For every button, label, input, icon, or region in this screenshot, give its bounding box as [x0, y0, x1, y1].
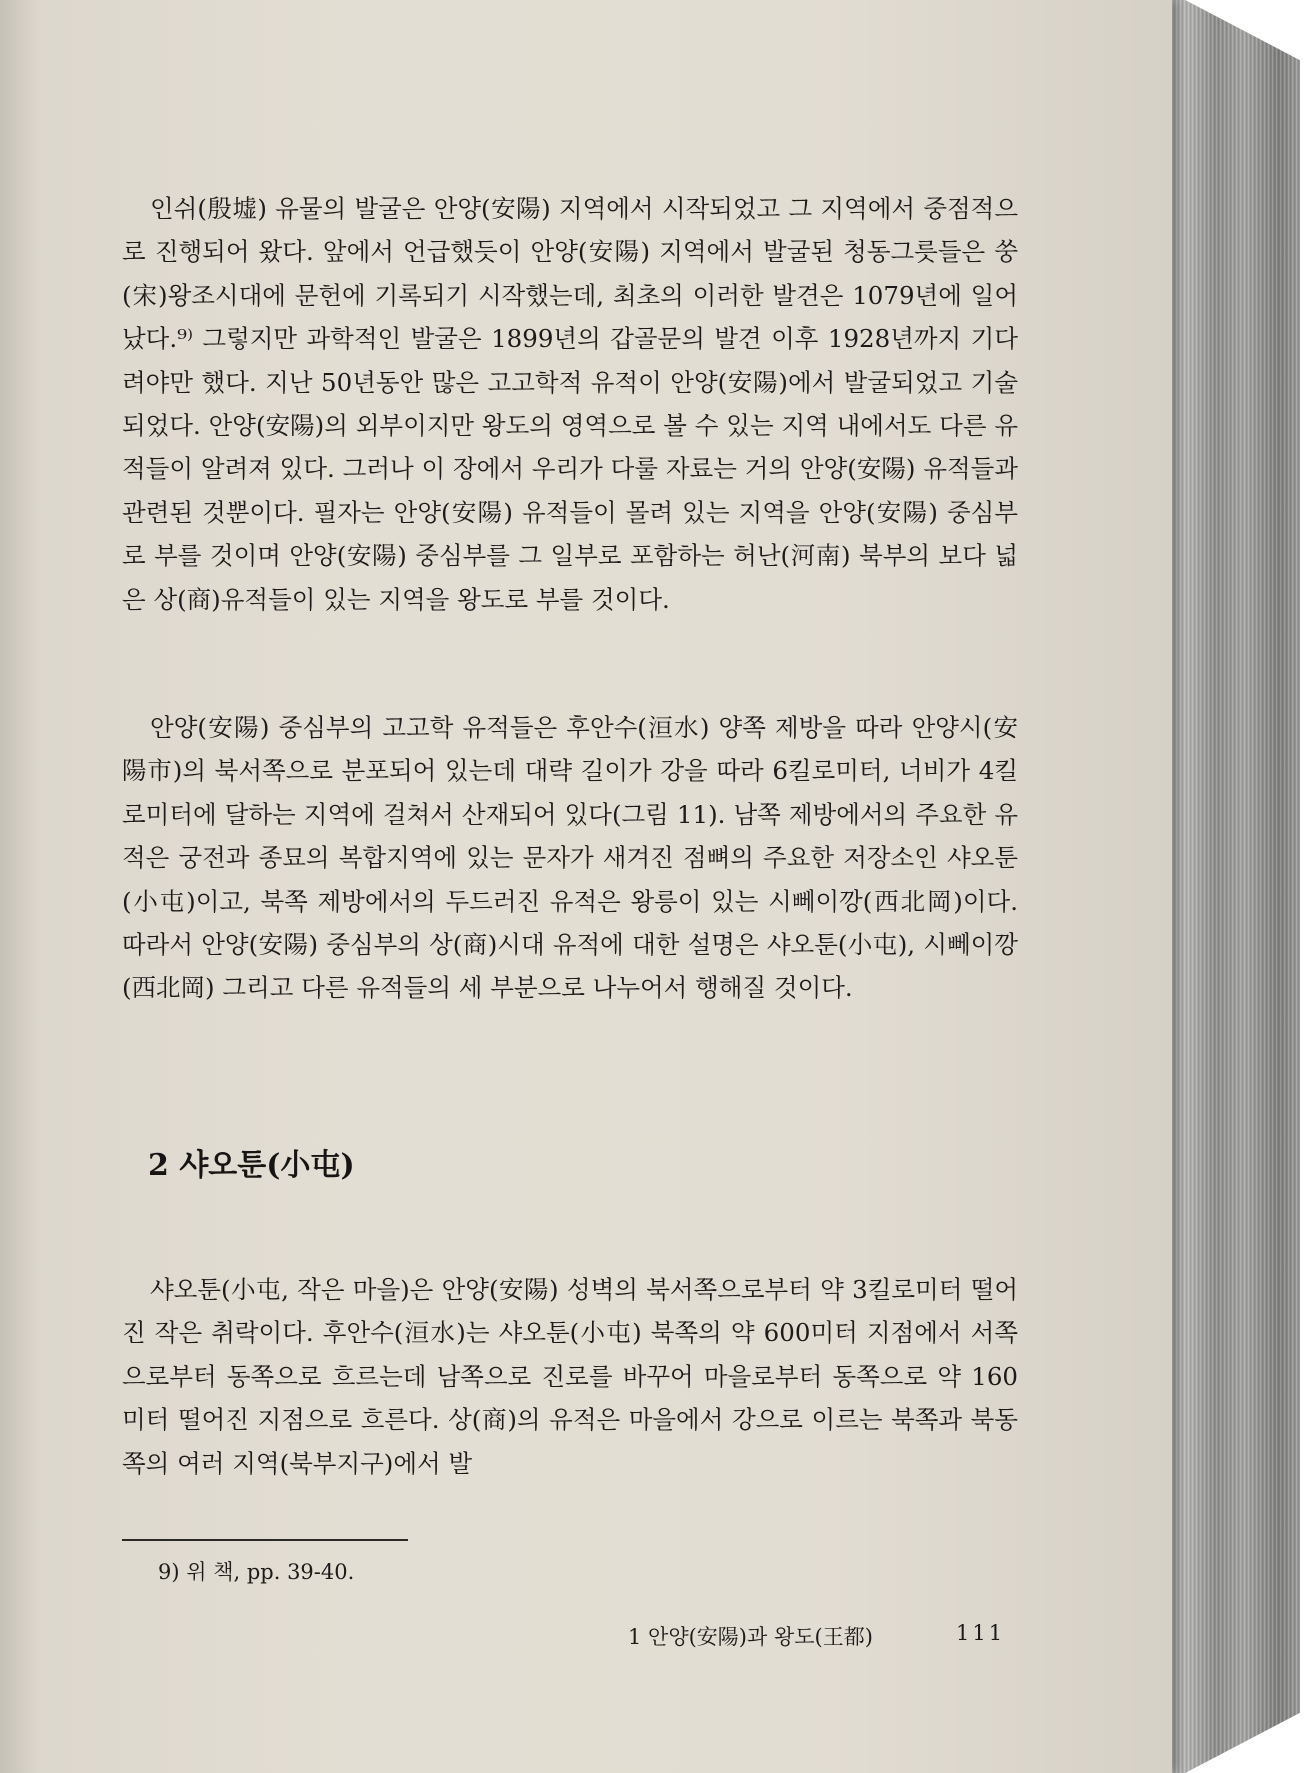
- page-number: 111: [956, 1621, 1006, 1645]
- footnote-divider: [122, 1539, 408, 1541]
- paragraph-text: 안양(安陽) 중심부의 고고학 유적들은 후안수(洹水) 양쪽 제방을 따라 안양시(安陽市)의 북서쪽으로 분포되어 있는데 대략 길이가 강을 따라 6킬로미터, 너비가 4킬로미터에 달하는 지역에 걸쳐서 산재되어 있다(그림 11). 남쪽 제방에서의 주요한 유적은 궁전과 종묘의 복합지역에 있는 문자가 새겨진 점뼈의 주요한 저장소인 샤오툰(小屯)이고, 북쪽 제방에서의 두드러진 유적은 왕릉이 있는 시뻬이깡(西北岡)이다. 따라서 안양(安陽) 중심부의 상(商)시대 유적에 대한 설명은 샤오툰(小屯), 시뻬이깡(西北岡) 그리고 다른 유적들의 세 부분으로 나누어서 행해질 것이다.: [122, 713, 1018, 1003]
- body-paragraph-2: [122, 706, 1018, 1010]
- spine-shadow: [0, 0, 40, 1773]
- section-heading: 2 샤오툰(小屯): [148, 1148, 355, 1183]
- paragraph-text: 샤오툰(小屯, 작은 마을)은 안양(安陽) 성벽의 북서쪽으로부터 약 3킬로미터 떨어진 작은 취락이다. 후안수(洹水)는 샤오툰(小屯) 북쪽의 약 600미터 지점에서 서쪽으로부터 동쪽으로 흐르는데 남쪽으로 진로를 바꾸어 마을로부터 동쪽으로 약 160미터 떨어진 지점으로 흐른다. 상(商)의 유적은 마을에서 강으로 이르는 북쪽과 북동쪽의 여러 지역(북부지구)에서 발: [122, 1275, 1018, 1478]
- body-paragraph-3: [122, 1268, 1018, 1485]
- paragraph-text: 인쉬(殷墟) 유물의 발굴은 안양(安陽) 지역에서 시작되었고 그 지역에서 중점적으로 진행되어 왔다. 앞에서 언급했듯이 안양(安陽) 지역에서 발굴된 청동그릇들은 쑹(宋)왕조시대에 문헌에 기록되기 시작했는데, 최초의 이러한 발견은 1079년에 일어났다.⁹⁾ 그렇지만 과학적인 발굴은 1899년의 갑골문의 발견 이후 1928년까지 기다려야만 했다. 지난 50년동안 많은 고고학적 유적이 안양(安陽)에서 발굴되었고 기술되었다. 안양(安陽)의 외부이지만 왕도의 영역으로 볼 수 있는 지역 내에서도 다른 유적들이 알려져 있다. 그러나 이 장에서 우리가 다룰 자료는 거의 안양(安陽) 유적들과 관련된 것뿐이다. 필자는 안양(安陽) 유적들이 몰려 있는 지역을 안양(安陽) 중심부로 부를 것이며 안양(安陽) 중심부를 그 일부로 포함하는 허난(河南) 북부의 보다 넓은 상(商)유적들이 있는 지역을 왕도로 부를 것이다.: [122, 194, 1018, 614]
- footnote: 9) 위 책, pp. 39-40.: [158, 1560, 355, 1584]
- running-footer-title: 1 안양(安陽)과 왕도(王都): [628, 1625, 873, 1649]
- book-page-edges-texture: [1160, 0, 1300, 1773]
- body-paragraph-1: [122, 187, 1018, 621]
